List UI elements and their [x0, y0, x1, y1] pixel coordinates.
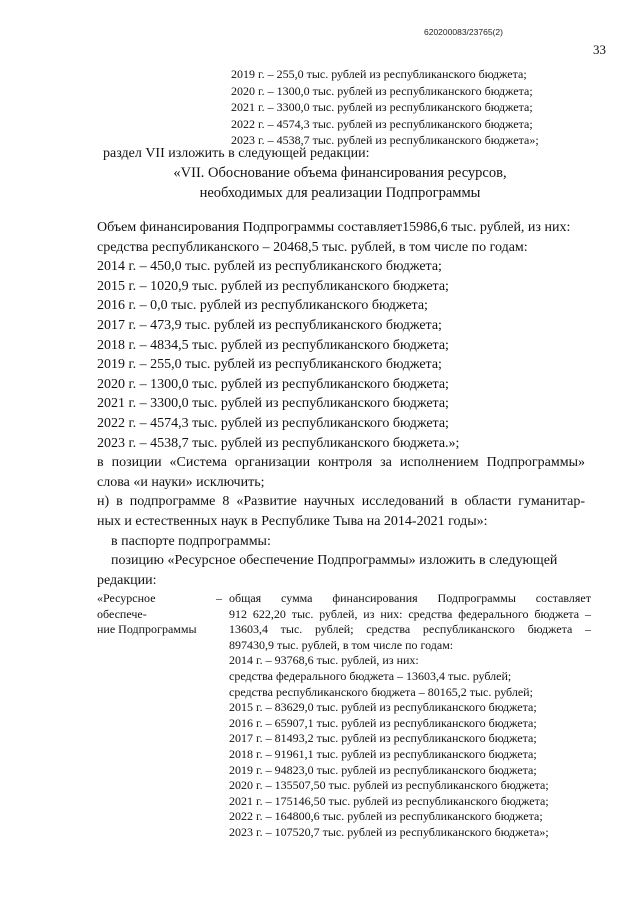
- position-line: слова «и науки» исключить;: [97, 474, 265, 490]
- year-line: 2023 г. – 4538,7 тыс. рублей из республиканского бюджета.»;: [97, 435, 460, 451]
- passport-line: в паспорте подпрограммы:: [111, 533, 271, 549]
- table-row: 2020 г. – 135507,50 тыс. рублей из республиканского бюджета;: [229, 778, 549, 793]
- table-row: 2019 г. – 94823,0 тыс. рублей из республиканского бюджета;: [229, 762, 537, 777]
- section-intro: раздел VII изложить в следующей редакции:: [103, 146, 370, 161]
- section-heading: [100, 163, 580, 203]
- table-label-line: ние Подпрограммы: [97, 622, 197, 637]
- table-row: 2017 г. – 81493,2 тыс. рублей из республиканского бюджета;: [229, 731, 537, 746]
- table-row: 897430,9 тыс. рублей, в том числе по годам:: [229, 637, 454, 652]
- table-row: 2023 г. – 107520,7 тыс. рублей из республиканского бюджета»;: [229, 824, 549, 839]
- table-row: средства республиканского бюджета – 80165,2 тыс. рублей;: [229, 684, 533, 699]
- table-row: 2022 г. – 164800,6 тыс. рублей из республиканского бюджета;: [229, 809, 543, 824]
- year-line: 2018 г. – 4834,5 тыс. рублей из республиканского бюджета;: [97, 337, 449, 353]
- year-line: 2017 г. – 473,9 тыс. рублей из республиканского бюджета;: [97, 317, 442, 333]
- subprogram-line: н) в подпрограмме 8 «Развитие научных исследований в области гуманитар-: [97, 494, 585, 510]
- table-dash: –: [216, 591, 222, 605]
- year-line: 2014 г. – 450,0 тыс. рублей из республиканского бюджета;: [97, 259, 442, 275]
- table-row: 2015 г. – 83629,0 тыс. рублей из республиканского бюджета;: [229, 700, 537, 715]
- table-row: общая сумма финансирования Подпрограммы составляет: [229, 591, 591, 605]
- list-item: 2019 г. – 255,0 тыс. рублей из республиканского бюджета;: [231, 67, 527, 81]
- table-row: 2021 г. – 175146,50 тыс. рублей из республиканского бюджета;: [229, 793, 549, 808]
- document-id: 620200083/23765(2): [424, 27, 503, 37]
- republican-total: средства республиканского – 20468,5 тыс. рублей, в том числе по годам:: [97, 239, 528, 255]
- table-row: 2016 г. – 65907,1 тыс. рублей из республиканского бюджета;: [229, 715, 537, 730]
- year-line: 2020 г. – 1300,0 тыс. рублей из республиканского бюджета;: [97, 376, 449, 392]
- resource-line: позицию «Ресурсное обеспечение Подпрограммы» изложить в следующей: [111, 553, 558, 569]
- resource-line: редакции:: [97, 572, 157, 588]
- list-item: 2023 г. – 4538,7 тыс. рублей из республиканского бюджета»;: [231, 133, 539, 147]
- table-label: [97, 591, 207, 638]
- table-content: [229, 591, 591, 841]
- table-label-line: «Ресурсное обеспече-: [97, 591, 156, 621]
- table-row: 2014 г. – 93768,6 тыс. рублей, из них:: [229, 653, 419, 668]
- table-row: 912 622,20 тыс. рублей, из них: средства федерального бюджета –: [229, 606, 591, 621]
- year-line: 2016 г. – 0,0 тыс. рублей из республиканского бюджета;: [97, 298, 428, 314]
- main-text: [97, 218, 585, 590]
- top-years-list: [231, 66, 539, 149]
- position-line: в позиции «Система организации контроля за исполнением Подпрограммы»: [97, 455, 585, 471]
- page-number: 33: [593, 42, 606, 57]
- table-row: 2018 г. – 91961,1 тыс. рублей из республиканского бюджета;: [229, 746, 537, 761]
- year-line: 2015 г. – 1020,9 тыс. рублей из республиканского бюджета;: [97, 278, 449, 294]
- subprogram-line: ных и естественных наук в Республике Тыва на 2014-2021 годы»:: [97, 513, 488, 529]
- heading-line: необходимых для реализации Подпрограммы: [199, 185, 481, 201]
- list-item: 2022 г. – 4574,3 тыс. рублей из республиканского бюджета;: [231, 116, 533, 131]
- year-line: 2021 г. – 3300,0 тыс. рублей из республиканского бюджета;: [97, 396, 449, 412]
- table-row: средства федерального бюджета – 13603,4 тыс. рублей;: [229, 668, 512, 683]
- list-item: 2020 г. – 1300,0 тыс. рублей из республиканского бюджета;: [231, 83, 533, 98]
- year-line: 2022 г. – 4574,3 тыс. рублей из республиканского бюджета;: [97, 415, 449, 431]
- list-item: 2021 г. – 3300,0 тыс. рублей из республиканского бюджета;: [231, 100, 533, 114]
- funding-total: Объем финансирования Подпрограммы составляет15986,6 тыс. рублей, из них:: [97, 220, 571, 235]
- table-row: 13603,4 тыс. рублей; средства республиканского бюджета –: [229, 622, 591, 637]
- year-line: 2019 г. – 255,0 тыс. рублей из республиканского бюджета;: [97, 357, 442, 373]
- heading-line: «VII. Обоснование объема финансирования ресурсов,: [173, 165, 507, 181]
